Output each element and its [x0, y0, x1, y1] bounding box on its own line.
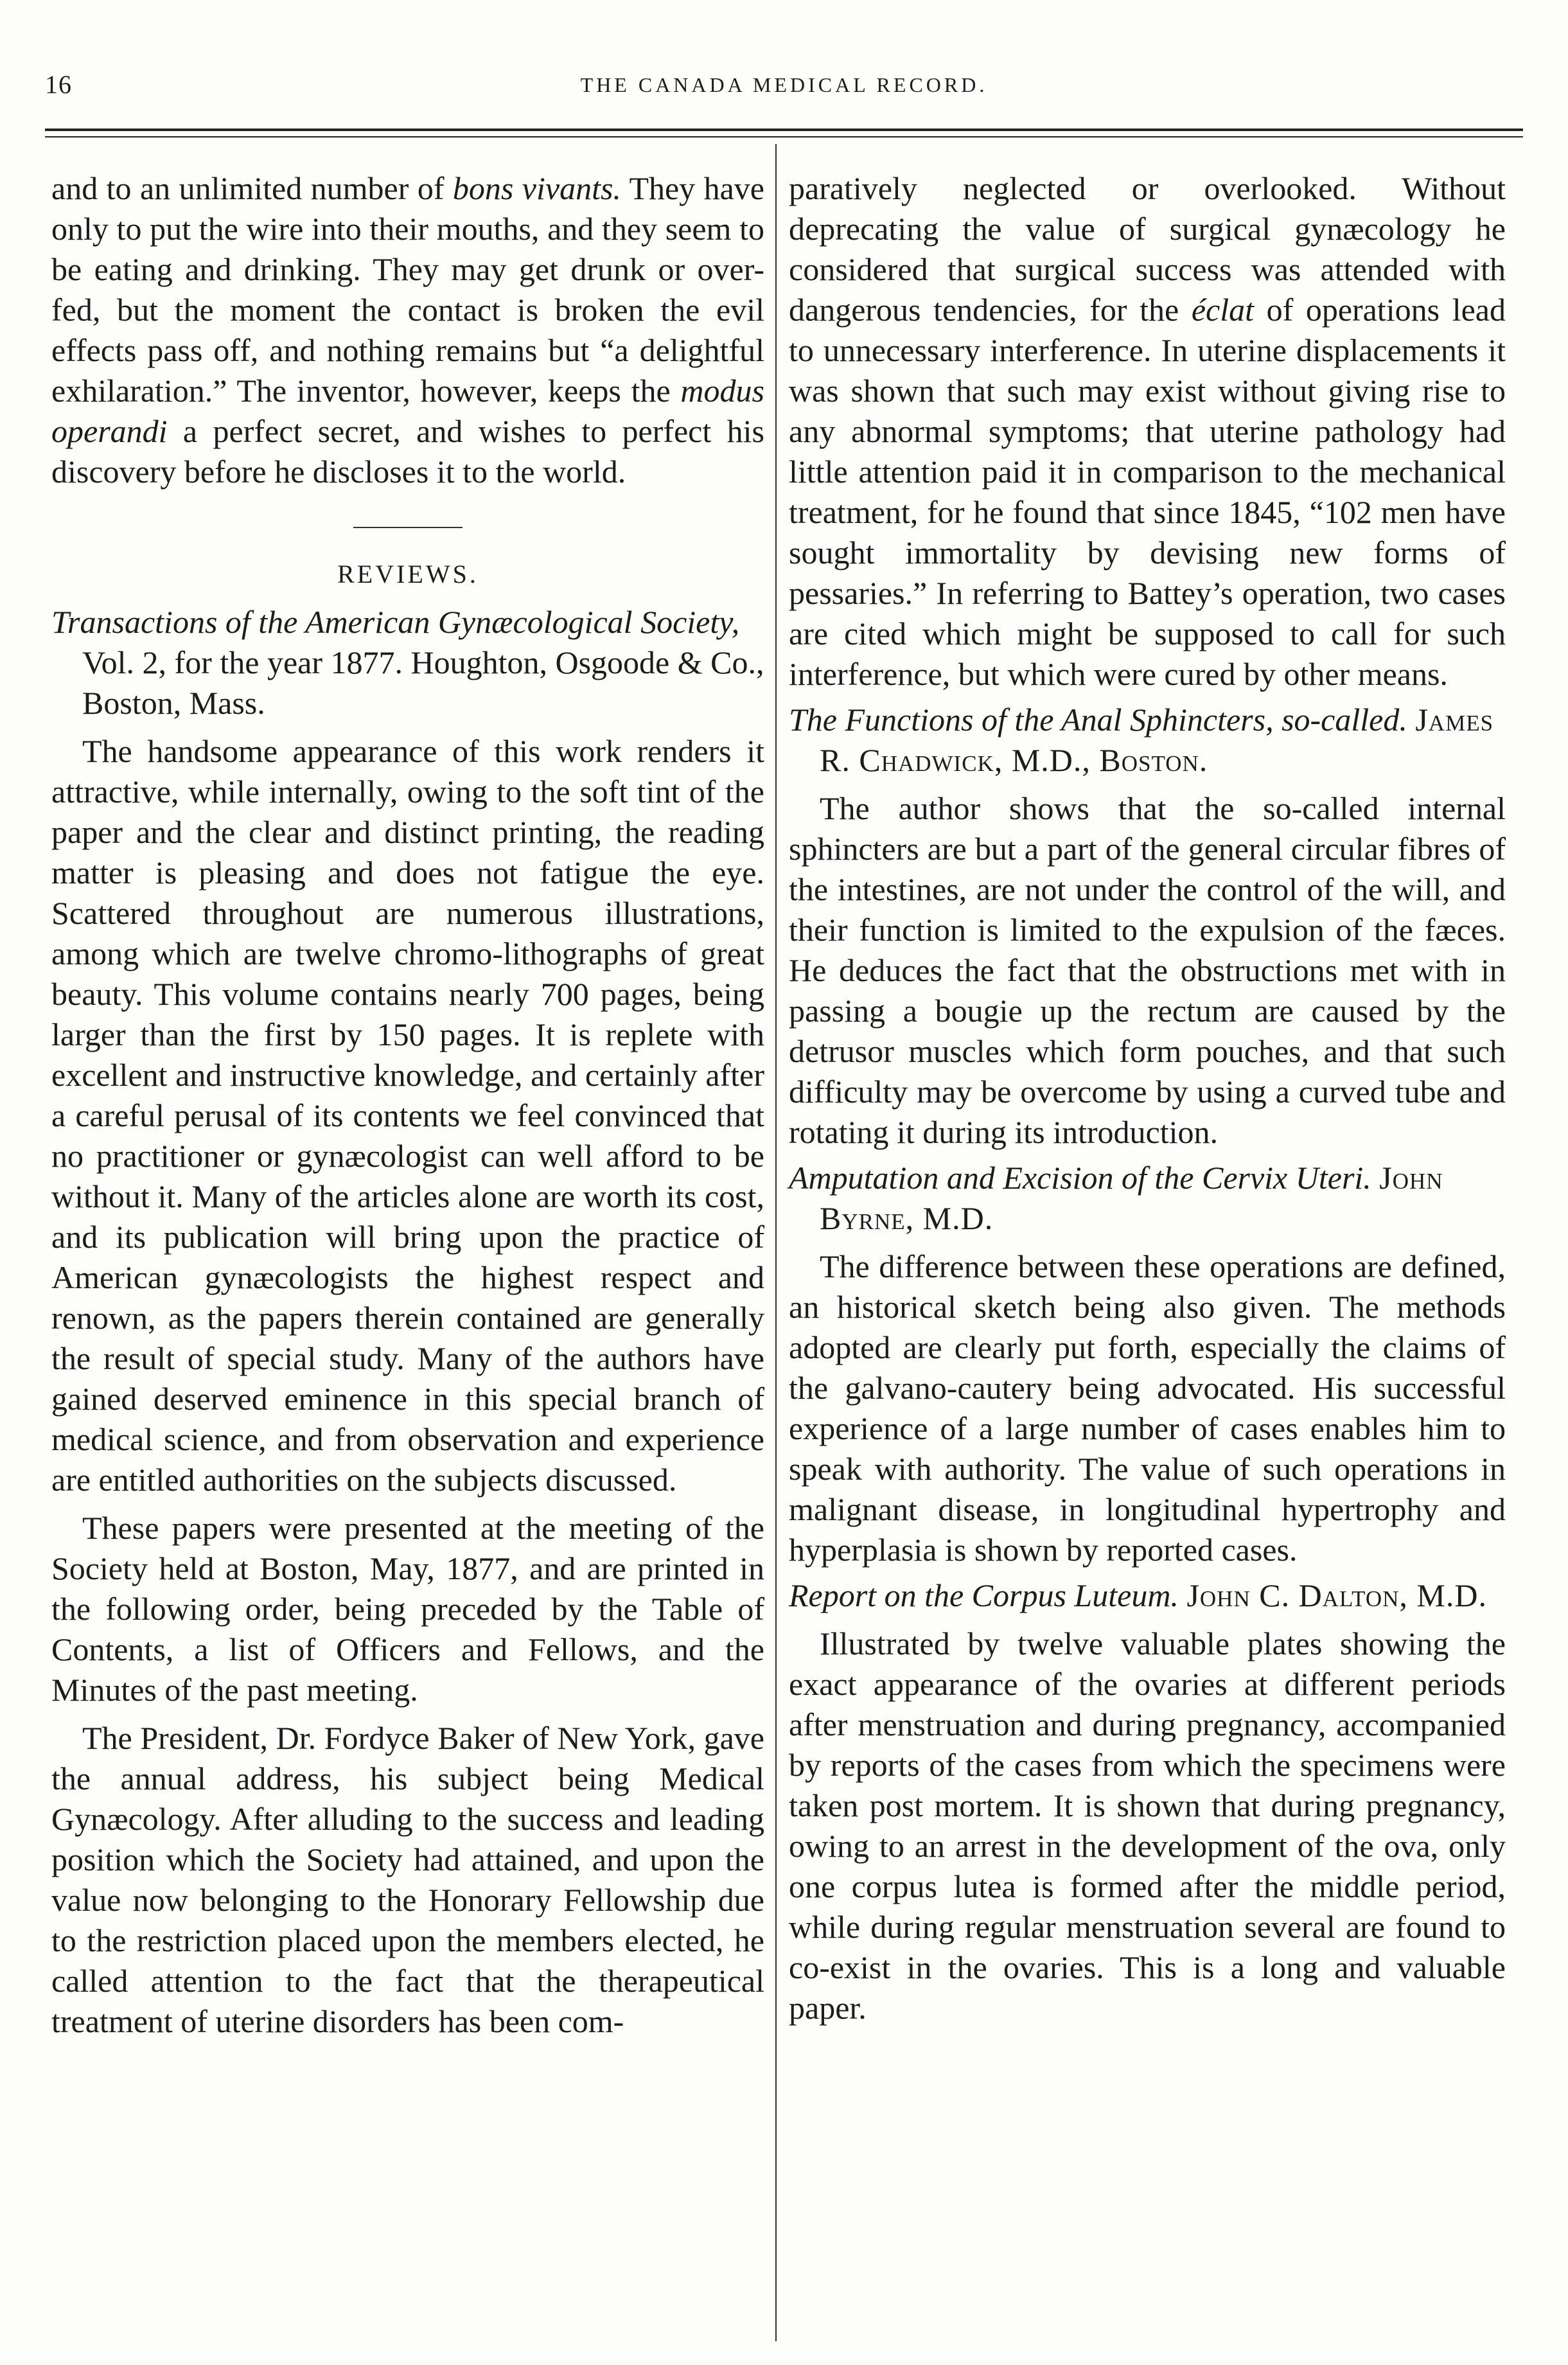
- text-run: Vol. 2, for the year 1877. Houghton, Osgoode & Co., Boston, Mass.: [82, 644, 764, 721]
- section-rule: [353, 527, 462, 528]
- paragraph-review-body: The handsome appearance of this work renders it attractive, while internally, owing to the soft tint of the paper and the clear and distinct printing, the reading matter is pleasing and does not fatigue the eye. Scattered throughout are numerous illustrations, among which are twelve chromo-lithographs of great beauty. This volume contains nearly 700 pages, being larger than the first by 150 pages. It is replete with excellent and instructive knowledge, and certainly after a careful perusal of its contents we feel convinced that no practitioner or gynæcologist can well afford to be without it. Many of the articles alone are worth its cost, and its publication will bring upon the practice of American gynæcologists the highest respect and renown, as the papers therein contained are generally the result of special study. Many of the authors have gained deserved eminence in this special branch of medical science, and from observation and experience are entitled authorities on the subjects discussed.: [51, 733, 764, 1498]
- section-heading-reviews: REVIEWS.: [337, 560, 479, 589]
- italic-run: The Functions of the Anal Sphincters, so-called.: [789, 702, 1407, 738]
- running-head: [45, 69, 1523, 114]
- paragraph-corpus-luteum: Illustrated by twelve valuable plates showing the exact appearance of the ovaries at different periods after menstruation and during pregnancy, accompanied by reports of the cases from which the specimens were taken post mortem. It is shown that during pregnancy, owing to an arrest in the development of the ova, only one corpus lutea is formed after the middle period, while during regular menstruation several are found to co-exist in the ovaries. This is a long and valuable paper.: [789, 1625, 1506, 2026]
- italic-run: Amputation and Excision of the Cervix Uteri.: [789, 1160, 1371, 1196]
- paragraph-continued: [789, 168, 1506, 695]
- text-run: paratively neglected or overlooked. Without deprecating the value of surgical gynæcology he considered that surgical success was attended with dangerous tendencies, for the: [789, 170, 1506, 328]
- italic-run: éclat: [1191, 292, 1254, 328]
- italic-run: modus operandi: [51, 373, 764, 449]
- paragraph-president: The President, Dr. Fordyce Baker of New York, gave the annual address, his subject being Medical Gynæcology. After alluding to the success and leading position which the Society had attained, and upon the value now belonging to the Honorary Fellowship due to the restriction placed upon the members elected, he called attention to the fact that the therapeutical treatment of uterine disorders has been com-: [51, 1720, 764, 2039]
- column-divider: [775, 144, 777, 2341]
- text-run: a perfect secret, and wishes to perfect his discovery before he discloses it to the world.: [51, 413, 764, 490]
- header-rule-thin: [45, 136, 1523, 137]
- italic-run: Transactions of the American Gynæcological Society,: [51, 604, 740, 640]
- italic-run: Report on the Corpus Luteum.: [789, 1577, 1179, 1613]
- text-run: and to an unlimited number of: [51, 170, 453, 206]
- text-run: of operations lead to unnecessary interference. In uterine displacements it was shown that such may exist without giving rise to any abnormal symptoms; that uterine pathology had little attention paid it in comparison to the mechanical treatment, for he found that since 1845, “102 men have sought immortality by devising new forms of pessaries.” In referring to Battey’s operation, two cases are cited which might be supposed to call for such interference, but which were cured by other means.: [789, 292, 1506, 692]
- review-title-corpus-luteum: [789, 1575, 1506, 1616]
- review-title-anal-sphincters: [789, 700, 1506, 781]
- italic-run: bons vivants.: [452, 170, 621, 206]
- left-column: [51, 168, 764, 2042]
- paragraph-inventor: [51, 168, 764, 492]
- author-name: James R. Chadwick, M.D., Boston.: [820, 702, 1494, 778]
- paragraph-sphincters: The author shows that the so-called internal sphincters are but a part of the general circular fibres of the intestines, are not under the control of the will, and their function is limited to the expulsion of the fæces. He deduces the fact that the obstructions met with in passing a bougie up the rectum are caused by the detrusor muscles which form pouches, and that such difficulty may be overcome by using a curved tube and rotating it during its introduction.: [789, 790, 1506, 1150]
- review-title-cervix: [789, 1158, 1506, 1239]
- review-title-transactions: [51, 602, 764, 723]
- right-column: [789, 168, 1506, 2028]
- author-name: John C. Dalton, M.D.: [1186, 1577, 1487, 1613]
- journal-title: THE CANADA MEDICAL RECORD.: [580, 73, 988, 96]
- paragraph-cervix: The difference between these operations are defined, an historical sketch being also given. The methods adopted are clearly put forth, especially the claims of the galvano-cautery being advocated. His successful experience of a large number of cases enables him to speak with authority. The value of such operations in malignant disease, in longitudinal hypertrophy and hyperplasia is shown by reported cases.: [789, 1248, 1506, 1568]
- page-number: 16: [45, 70, 72, 99]
- author-name: John Byrne, M.D.: [820, 1160, 1443, 1236]
- header-rule-thick: [45, 128, 1523, 131]
- paragraph-meeting: These papers were presented at the meeting of the Society held at Boston, May, 1877, and are printed in the following order, being preceded by the Table of Contents, a list of Officers and Fellows, and the Minutes of the past meeting.: [51, 1510, 764, 1708]
- text-run: They have only to put the wire into their mouths, and they seem to be eating and drinking. They may get drunk or over-fed, but the moment the contact is broken the evil effects pass off, and nothing remains but “a delightful exhilaration.” The inventor, however, keeps the: [51, 170, 764, 409]
